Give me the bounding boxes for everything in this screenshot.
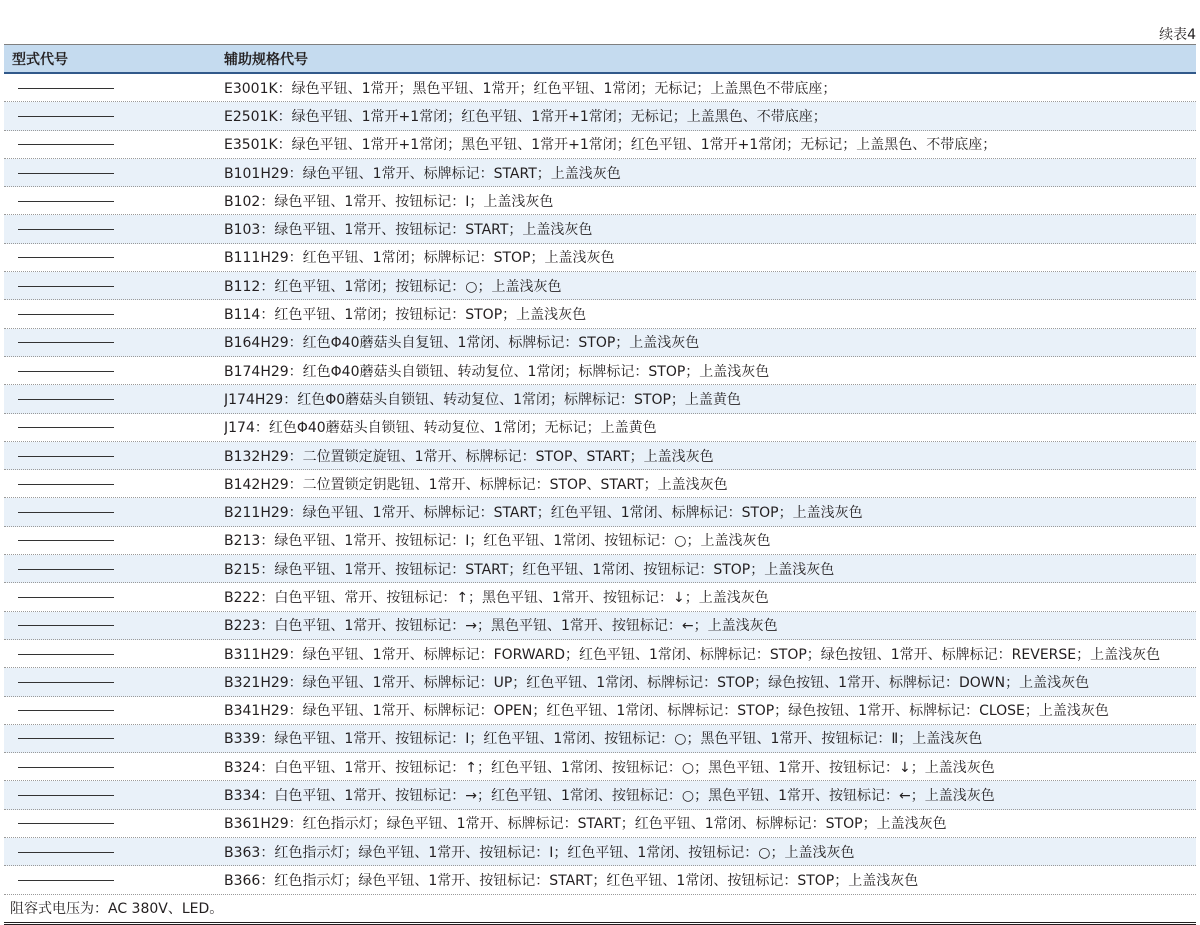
model-code-cell <box>4 640 224 667</box>
placeholder-dash <box>18 371 114 372</box>
model-code-cell <box>4 215 224 242</box>
table-row <box>4 866 1196 894</box>
model-code-cell <box>4 810 224 837</box>
table-row <box>4 668 1196 696</box>
table-row <box>4 810 1196 838</box>
model-code-cell <box>4 753 224 780</box>
aux-spec-cell: B102：绿色平钮、1常开、按钮标记：I；上盖浅灰色 <box>224 193 554 210</box>
table-row <box>4 640 1196 668</box>
table-row <box>4 215 1196 243</box>
model-code-cell <box>4 866 224 893</box>
placeholder-dash <box>18 173 114 174</box>
aux-spec-cell: J174H29：红色Φ0蘑菇头自锁钮、转动复位、1常闭；标牌标记：STOP；上盖黄色 <box>224 391 741 408</box>
table-row <box>4 781 1196 809</box>
model-code-cell <box>4 272 224 299</box>
continued-label: 续表4 <box>1159 27 1196 43</box>
model-code-cell <box>4 300 224 327</box>
table-row <box>4 357 1196 385</box>
aux-spec-cell: B211H29：绿色平钮、1常开、标牌标记：START；红色平钮、1常闭、标牌标记：STOP；上盖浅灰色 <box>224 505 863 522</box>
table-row <box>4 527 1196 555</box>
aux-spec-cell: B223：白色平钮、1常开、按钮标记：→；黑色平钮、1常开、按钮标记：←；上盖浅灰色 <box>224 618 778 635</box>
footnote: 阻容式电压为：AC 380V、LED。 <box>4 895 1196 925</box>
aux-spec-cell: E2501K：绿色平钮、1常开+1常闭；红色平钮、1常开+1常闭；无标记；上盖黑色、不带底座； <box>224 108 827 125</box>
model-code-cell <box>4 527 224 554</box>
aux-spec-cell: B222：白色平钮、常开、按钮标记：↑；黑色平钮、1常开、按钮标记：↓；上盖浅灰色 <box>224 589 769 606</box>
placeholder-dash <box>18 314 114 315</box>
table-row <box>4 74 1196 102</box>
aux-spec-cell: B142H29：二位置锁定钥匙钮、1常开、标牌标记：STOP、START；上盖浅灰色 <box>224 476 728 493</box>
aux-spec-cell: B132H29：二位置锁定旋钮、1常开、标牌标记：STOP、START；上盖浅灰色 <box>224 448 714 465</box>
placeholder-dash <box>18 654 114 655</box>
aux-spec-cell: B311H29：绿色平钮、1常开、标牌标记：FORWARD；红色平钮、1常闭、标牌标记：STOP；绿色按钮、1常开、标牌标记：REVERSE；上盖浅灰色 <box>224 646 1161 663</box>
placeholder-dash <box>18 823 114 824</box>
aux-spec-cell: B339：绿色平钮、1常开、按钮标记：I；红色平钮、1常闭、按钮标记：○；黑色平钮、1常开、按钮标记：Ⅱ；上盖浅灰色 <box>224 731 983 748</box>
placeholder-dash <box>18 484 114 485</box>
placeholder-dash <box>18 286 114 287</box>
aux-spec-cell: B103：绿色平钮、1常开、按钮标记：START；上盖浅灰色 <box>224 222 593 239</box>
aux-spec-cell: B174H29：红色Φ40蘑菇头自锁钮、转动复位、1常闭；标牌标记：STOP；上盖浅灰色 <box>224 363 770 380</box>
model-code-cell <box>4 244 224 271</box>
table-row <box>4 159 1196 187</box>
model-code-cell <box>4 414 224 441</box>
placeholder-dash <box>18 257 114 258</box>
placeholder-dash <box>18 597 114 598</box>
aux-spec-cell: B334：白色平钮、1常开、按钮标记：→；红色平钮、1常闭、按钮标记：○；黑色平钮、1常开、按钮标记：←；上盖浅灰色 <box>224 788 995 805</box>
table-row <box>4 131 1196 159</box>
table-row <box>4 697 1196 725</box>
aux-spec-cell: B363：红色指示灯；绿色平钮、1常开、按钮标记：I；红色平钮、1常闭、按钮标记：○；上盖浅灰色 <box>224 844 855 861</box>
aux-spec-cell: B213：绿色平钮、1常开、按钮标记：I；红色平钮、1常闭、按钮标记：○；上盖浅灰色 <box>224 533 771 550</box>
table-row <box>4 612 1196 640</box>
model-code-cell <box>4 329 224 356</box>
model-code-cell <box>4 357 224 384</box>
table-row <box>4 300 1196 328</box>
aux-spec-cell: B112：红色平钮、1常闭；按钮标记：○；上盖浅灰色 <box>224 278 562 295</box>
model-code-cell <box>4 725 224 752</box>
table-row <box>4 414 1196 442</box>
aux-spec-cell: B366：红色指示灯；绿色平钮、1常开、按钮标记：START；红色平钮、1常闭、按钮标记：STOP；上盖浅灰色 <box>224 872 919 889</box>
placeholder-dash <box>18 625 114 626</box>
table-row <box>4 244 1196 272</box>
placeholder-dash <box>18 682 114 683</box>
header-aux-spec-code: 辅助规格代号 <box>224 51 308 68</box>
placeholder-dash <box>18 880 114 881</box>
table-row <box>4 442 1196 470</box>
placeholder-dash <box>18 88 114 89</box>
table-row <box>4 838 1196 866</box>
header-model-code: 型式代号 <box>12 51 68 68</box>
table-row <box>4 555 1196 583</box>
model-code-cell <box>4 583 224 610</box>
placeholder-dash <box>18 738 114 739</box>
model-code-cell <box>4 781 224 808</box>
aux-spec-cell: B324：白色平钮、1常开、按钮标记：↑；红色平钮、1常闭、按钮标记：○；黑色平钮、1常开、按钮标记：↓；上盖浅灰色 <box>224 759 995 776</box>
placeholder-dash <box>18 540 114 541</box>
aux-spec-cell: E3001K：绿色平钮、1常开；黑色平钮、1常开；红色平钮、1常闭；无标记；上盖黑色不带底座； <box>224 80 837 97</box>
aux-spec-cell: J174：红色Φ40蘑菇头自锁钮、转动复位、1常闭；无标记；上盖黄色 <box>224 420 657 437</box>
placeholder-dash <box>18 342 114 343</box>
placeholder-dash <box>18 399 114 400</box>
model-code-cell <box>4 697 224 724</box>
table-row <box>4 272 1196 300</box>
aux-spec-cell: B341H29：绿色平钮、1常开、标牌标记：OPEN；红色平钮、1常闭、标牌标记：STOP；绿色按钮、1常开、标牌标记：CLOSE；上盖浅灰色 <box>224 703 1109 720</box>
model-code-cell <box>4 612 224 639</box>
aux-spec-cell: B101H29：绿色平钮、1常开、标牌标记：START；上盖浅灰色 <box>224 165 621 182</box>
placeholder-dash <box>18 767 114 768</box>
table-row <box>4 385 1196 413</box>
model-code-cell <box>4 442 224 469</box>
table-body <box>4 74 1196 895</box>
model-code-cell <box>4 555 224 582</box>
aux-spec-cell: B164H29：红色Φ40蘑菇头自复钮、1常闭、标牌标记：STOP；上盖浅灰色 <box>224 335 700 352</box>
model-code-cell <box>4 159 224 186</box>
aux-spec-cell: B215：绿色平钮、1常开、按钮标记：START；红色平钮、1常闭、按钮标记：STOP；上盖浅灰色 <box>224 561 835 578</box>
aux-spec-cell: B114：红色平钮、1常闭；按钮标记：STOP；上盖浅灰色 <box>224 307 587 324</box>
model-code-cell <box>4 131 224 158</box>
aux-spec-cell: B361H29：红色指示灯；绿色平钮、1常开、标牌标记：START；红色平钮、1常闭、标牌标记：STOP；上盖浅灰色 <box>224 816 947 833</box>
model-code-cell <box>4 187 224 214</box>
placeholder-dash <box>18 795 114 796</box>
aux-spec-cell: B111H29：红色平钮、1常闭；标牌标记：STOP；上盖浅灰色 <box>224 250 615 267</box>
model-code-cell <box>4 102 224 129</box>
placeholder-dash <box>18 852 114 853</box>
table-row <box>4 187 1196 215</box>
model-code-cell <box>4 668 224 695</box>
placeholder-dash <box>18 427 114 428</box>
aux-spec-cell: B321H29：绿色平钮、1常开、标牌标记：UP；红色平钮、1常闭、标牌标记：STOP；绿色按钮、1常开、标牌标记：DOWN；上盖浅灰色 <box>224 674 1090 691</box>
table-row <box>4 725 1196 753</box>
model-code-cell <box>4 470 224 497</box>
model-code-cell <box>4 838 224 865</box>
placeholder-dash <box>18 569 114 570</box>
table-header <box>4 45 1196 74</box>
model-code-cell <box>4 498 224 525</box>
table-row <box>4 583 1196 611</box>
placeholder-dash <box>18 116 114 117</box>
model-code-cell <box>4 385 224 412</box>
spec-table <box>4 44 1196 925</box>
table-row <box>4 470 1196 498</box>
placeholder-dash <box>18 710 114 711</box>
placeholder-dash <box>18 229 114 230</box>
table-row <box>4 102 1196 130</box>
model-code-cell <box>4 74 224 101</box>
aux-spec-cell: E3501K：绿色平钮、1常开+1常闭；黑色平钮、1常开+1常闭；红色平钮、1常开+1常闭；无标记；上盖黑色、不带底座； <box>224 137 997 154</box>
table-row <box>4 753 1196 781</box>
placeholder-dash <box>18 144 114 145</box>
placeholder-dash <box>18 512 114 513</box>
placeholder-dash <box>18 456 114 457</box>
table-row <box>4 329 1196 357</box>
table-row <box>4 498 1196 526</box>
placeholder-dash <box>18 201 114 202</box>
